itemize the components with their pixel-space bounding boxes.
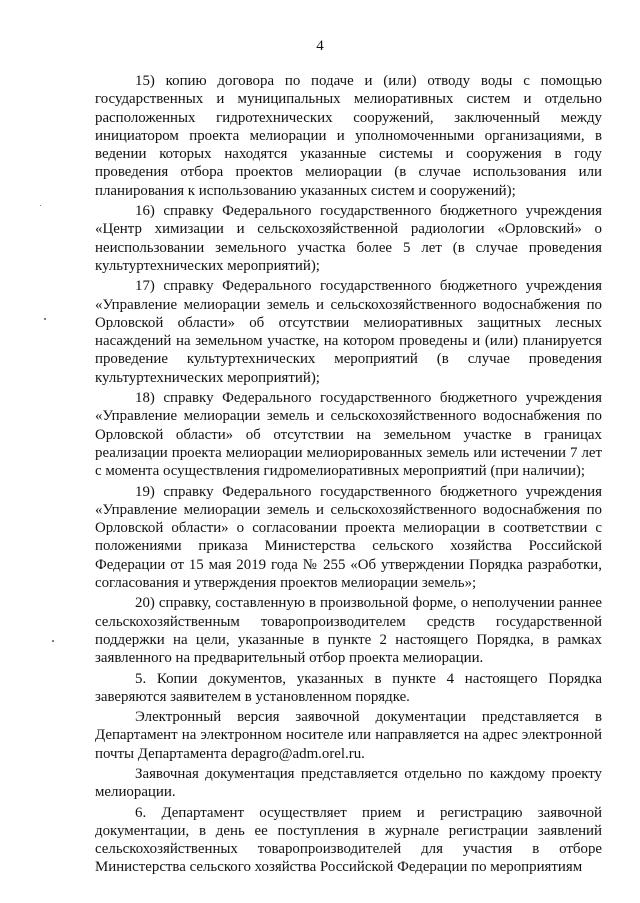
scan-speck — [44, 318, 46, 320]
document-body — [95, 72, 602, 879]
paragraph-item-17: 17) справку Федерального государственного бюджетного учреждения «Управление мелиорации земель и сельскохозяйственного водоснабжения по Орловской области» об отсутствии мелиоративных защитных лесных насаждений на земельном участке, на котором проведены и (или) планируется проведение культуртехнических мероприятий (в случае проведения культуртехнических мероприятий); — [95, 278, 602, 386]
paragraph-item-16: 16) справку Федерального государственного бюджетного учреждения «Центр химизации и сельскохозяйственной радиологии «Орловский» о неиспользовании земельного участка более 5 лет (в случае проведения культуртехнических мероприятий); — [95, 203, 602, 274]
paragraph-section-6: 6. Департамент осуществляет прием и регистрацию заявочной документации, в день ее поступления в журнале регистрации заявлений сельскохозяйственных товаропроизводителей для участия в отборе Министерства сельского хозяйства Российской Федерации по мероприятиям — [95, 804, 602, 876]
paragraph-item-18: 18) справку Федерального государственного бюджетного учреждения «Управление мелиорации земель и сельскохозяйственного водоснабжения по Орловской области» об отсутствии на земельном участке в границах реализации проекта мелиорации мелиорированных земель или истечении 7 лет с момента осуществления гидромелиоративных мероприятий (при наличии); — [95, 390, 602, 480]
scan-speck — [40, 205, 41, 206]
paragraph-item-19: 19) справку Федерального государственного бюджетного учреждения «Управление мелиорации земель и сельскохозяйственного водоснабжения по Орловской области» о согласовании проекта мелиорации в соответствии с положениями приказа Министерства сельского хозяйства Российской Федерации от 15 мая 2019 года № 255 «Об утверждении Порядка разработки, согласования и утверждения проектов мелиорации земель»; — [95, 483, 602, 592]
paragraph-electronic-version: Электронный версия заявочной документации представляется в Департамент на электронном носителе или направляется на адрес электронной почты Департамента depagro@adm.orel.ru. — [95, 709, 602, 762]
scan-speck — [52, 640, 54, 642]
page-number: 4 — [316, 38, 324, 54]
paragraph-per-project: Заявочная документация представляется отдельно по каждому проекту мелиорации. — [95, 765, 602, 801]
paragraph-item-15: 15) копию договора по подаче и (или) отводу воды с помощью государственных и муниципальных мелиоративных систем и отдельно расположенных гидротехнических сооружений, заключенный между инициатором проекта мелиорации и уполномоченными организациями, в ведении которых находятся указанные системы и сооружения в году проведения отбора проектов мелиорации (в случае использования или планирования к использованию указанных систем и сооружений); — [95, 73, 602, 199]
paragraph-section-5: 5. Копии документов, указанных в пункте 4 настоящего Порядка заверяются заявителем в установленном порядке. — [95, 670, 602, 705]
paragraph-item-20: 20) справку, составленную в произвольной форме, о неполучении раннее сельскохозяйственным товаропроизводителем средств государственной поддержки на цели, указанные в пункте 2 настоящего Порядка, в рамках заявленного на предварительный отбор проекта мелиорации. — [95, 595, 602, 667]
